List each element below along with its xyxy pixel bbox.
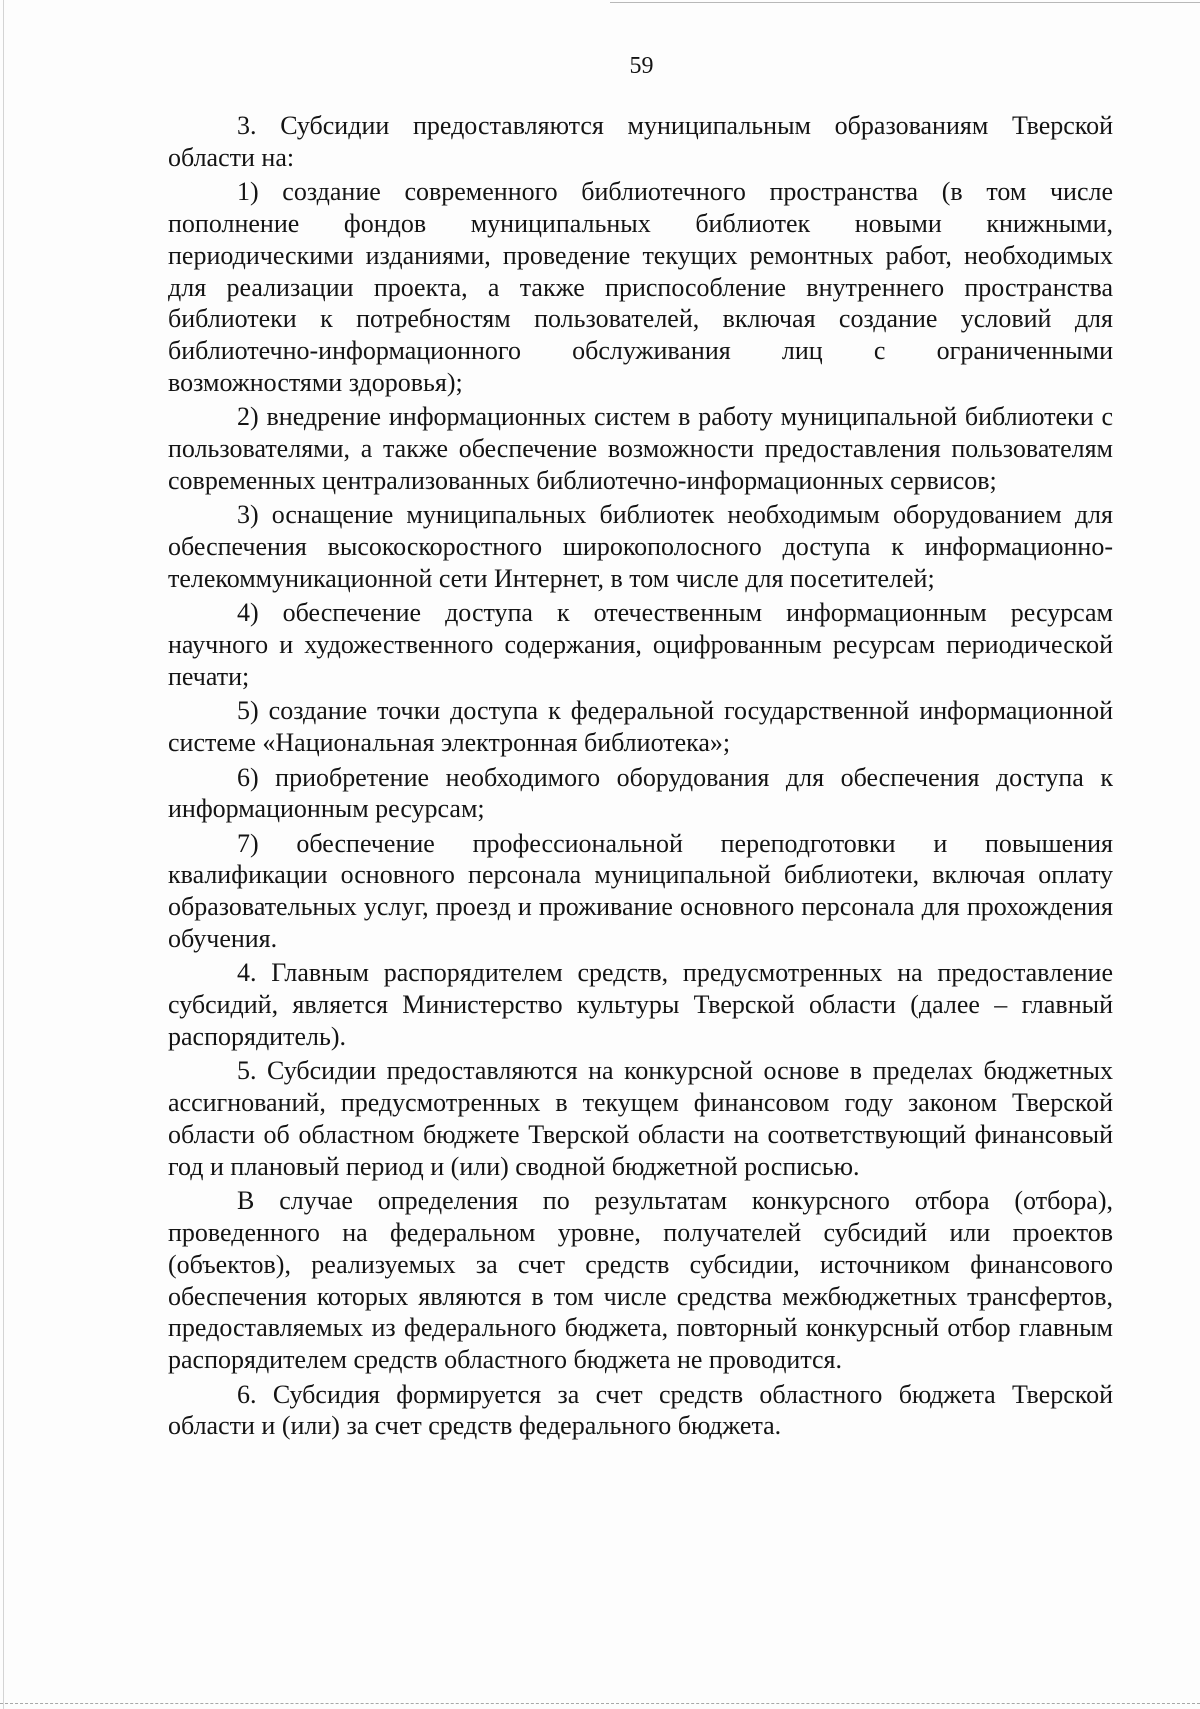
paragraph-subitem-5: 5) создание точки доступа к федеральной государственной информационной системе «Национальная электронная библиотека»; (168, 696, 1113, 758)
paragraph-subitem-2: 2) внедрение информационных систем в работу муниципальной библиотеки с пользователями, а также обеспечение возможности предоставления пользователям современных централизованных библиотечно-информационных сервисов; (168, 402, 1113, 495)
paragraph-subitem-1: 1) создание современного библиотечного пространства (в том числе пополнение фондов муниципальных библиотек новыми книжными, периодическими изданиями, проведение текущих ремонтных работ, необходимых для реализации проекта, а также приспособление внутреннего пространства библиотеки к потребностям пользователей, включая создание условий для библиотечно-информационного обслуживания лиц с ограниченными возможностями здоровья); (168, 177, 1113, 397)
paragraph-subitem-6: 6) приобретение необходимого оборудования для обеспечения доступа к информационным ресурсам; (168, 762, 1113, 824)
scan-edge-bottom (0, 1703, 1200, 1704)
page-number: 59 (629, 53, 654, 79)
paragraph-item-6: 6. Субсидия формируется за счет средств областного бюджета Тверской области и (или) за счет средств федерального бюджета. (168, 1379, 1113, 1441)
paragraph-item-5-continuation: В случае определения по результатам конкурсного отбора (отбора), проведенного на федеральном уровне, получателей субсидий или проектов (объектов), реализуемых за счет средств субсидии, источником финансового обеспечения которых являются в том числе средства межбюджетных трансфертов, предоставляемых из федерального бюджета, повторный конкурсный отбор главным распорядителем средств областного бюджета не проводится. (168, 1186, 1113, 1375)
paragraph-item-4: 4. Главным распорядителем средств, предусмотренных на предоставление субсидий, является Министерство культуры Тверской области (далее – главный распорядитель). (168, 958, 1113, 1052)
paragraph-subitem-3: 3) оснащение муниципальных библиотек необходимым оборудованием для обеспечения высокоскоростного широкополосного доступа к информационно-телекоммуникационной сети Интернет, в том числе для посетителей; (168, 500, 1113, 593)
paragraph-subitem-4: 4) обеспечение доступа к отечественным информационным ресурсам научного и художественного содержания, оцифрованным ресурсам периодической печати; (168, 598, 1113, 691)
paragraph-subitem-7: 7) обеспечение профессиональной переподготовки и повышения квалификации основного персонала муниципальной библиотеки, включая оплату образовательных услуг, проезд и проживание основного персонала для прохождения обучения. (168, 828, 1113, 954)
document-body (168, 110, 1113, 1445)
scan-edge-left (3, 0, 4, 1709)
scan-edge-top (610, 2, 1200, 3)
paragraph-item-3: 3. Субсидии предоставляются муниципальным образованиям Тверской области на: (168, 111, 1113, 172)
paragraph-item-5: 5. Субсидии предоставляются на конкурсной основе в пределах бюджетных ассигнований, предусмотренных в текущем финансовом году законом Тверской области об областном бюджете Тверской области на соответствующий финансовый год и плановый период и (или) сводной бюджетной росписью. (168, 1056, 1113, 1181)
